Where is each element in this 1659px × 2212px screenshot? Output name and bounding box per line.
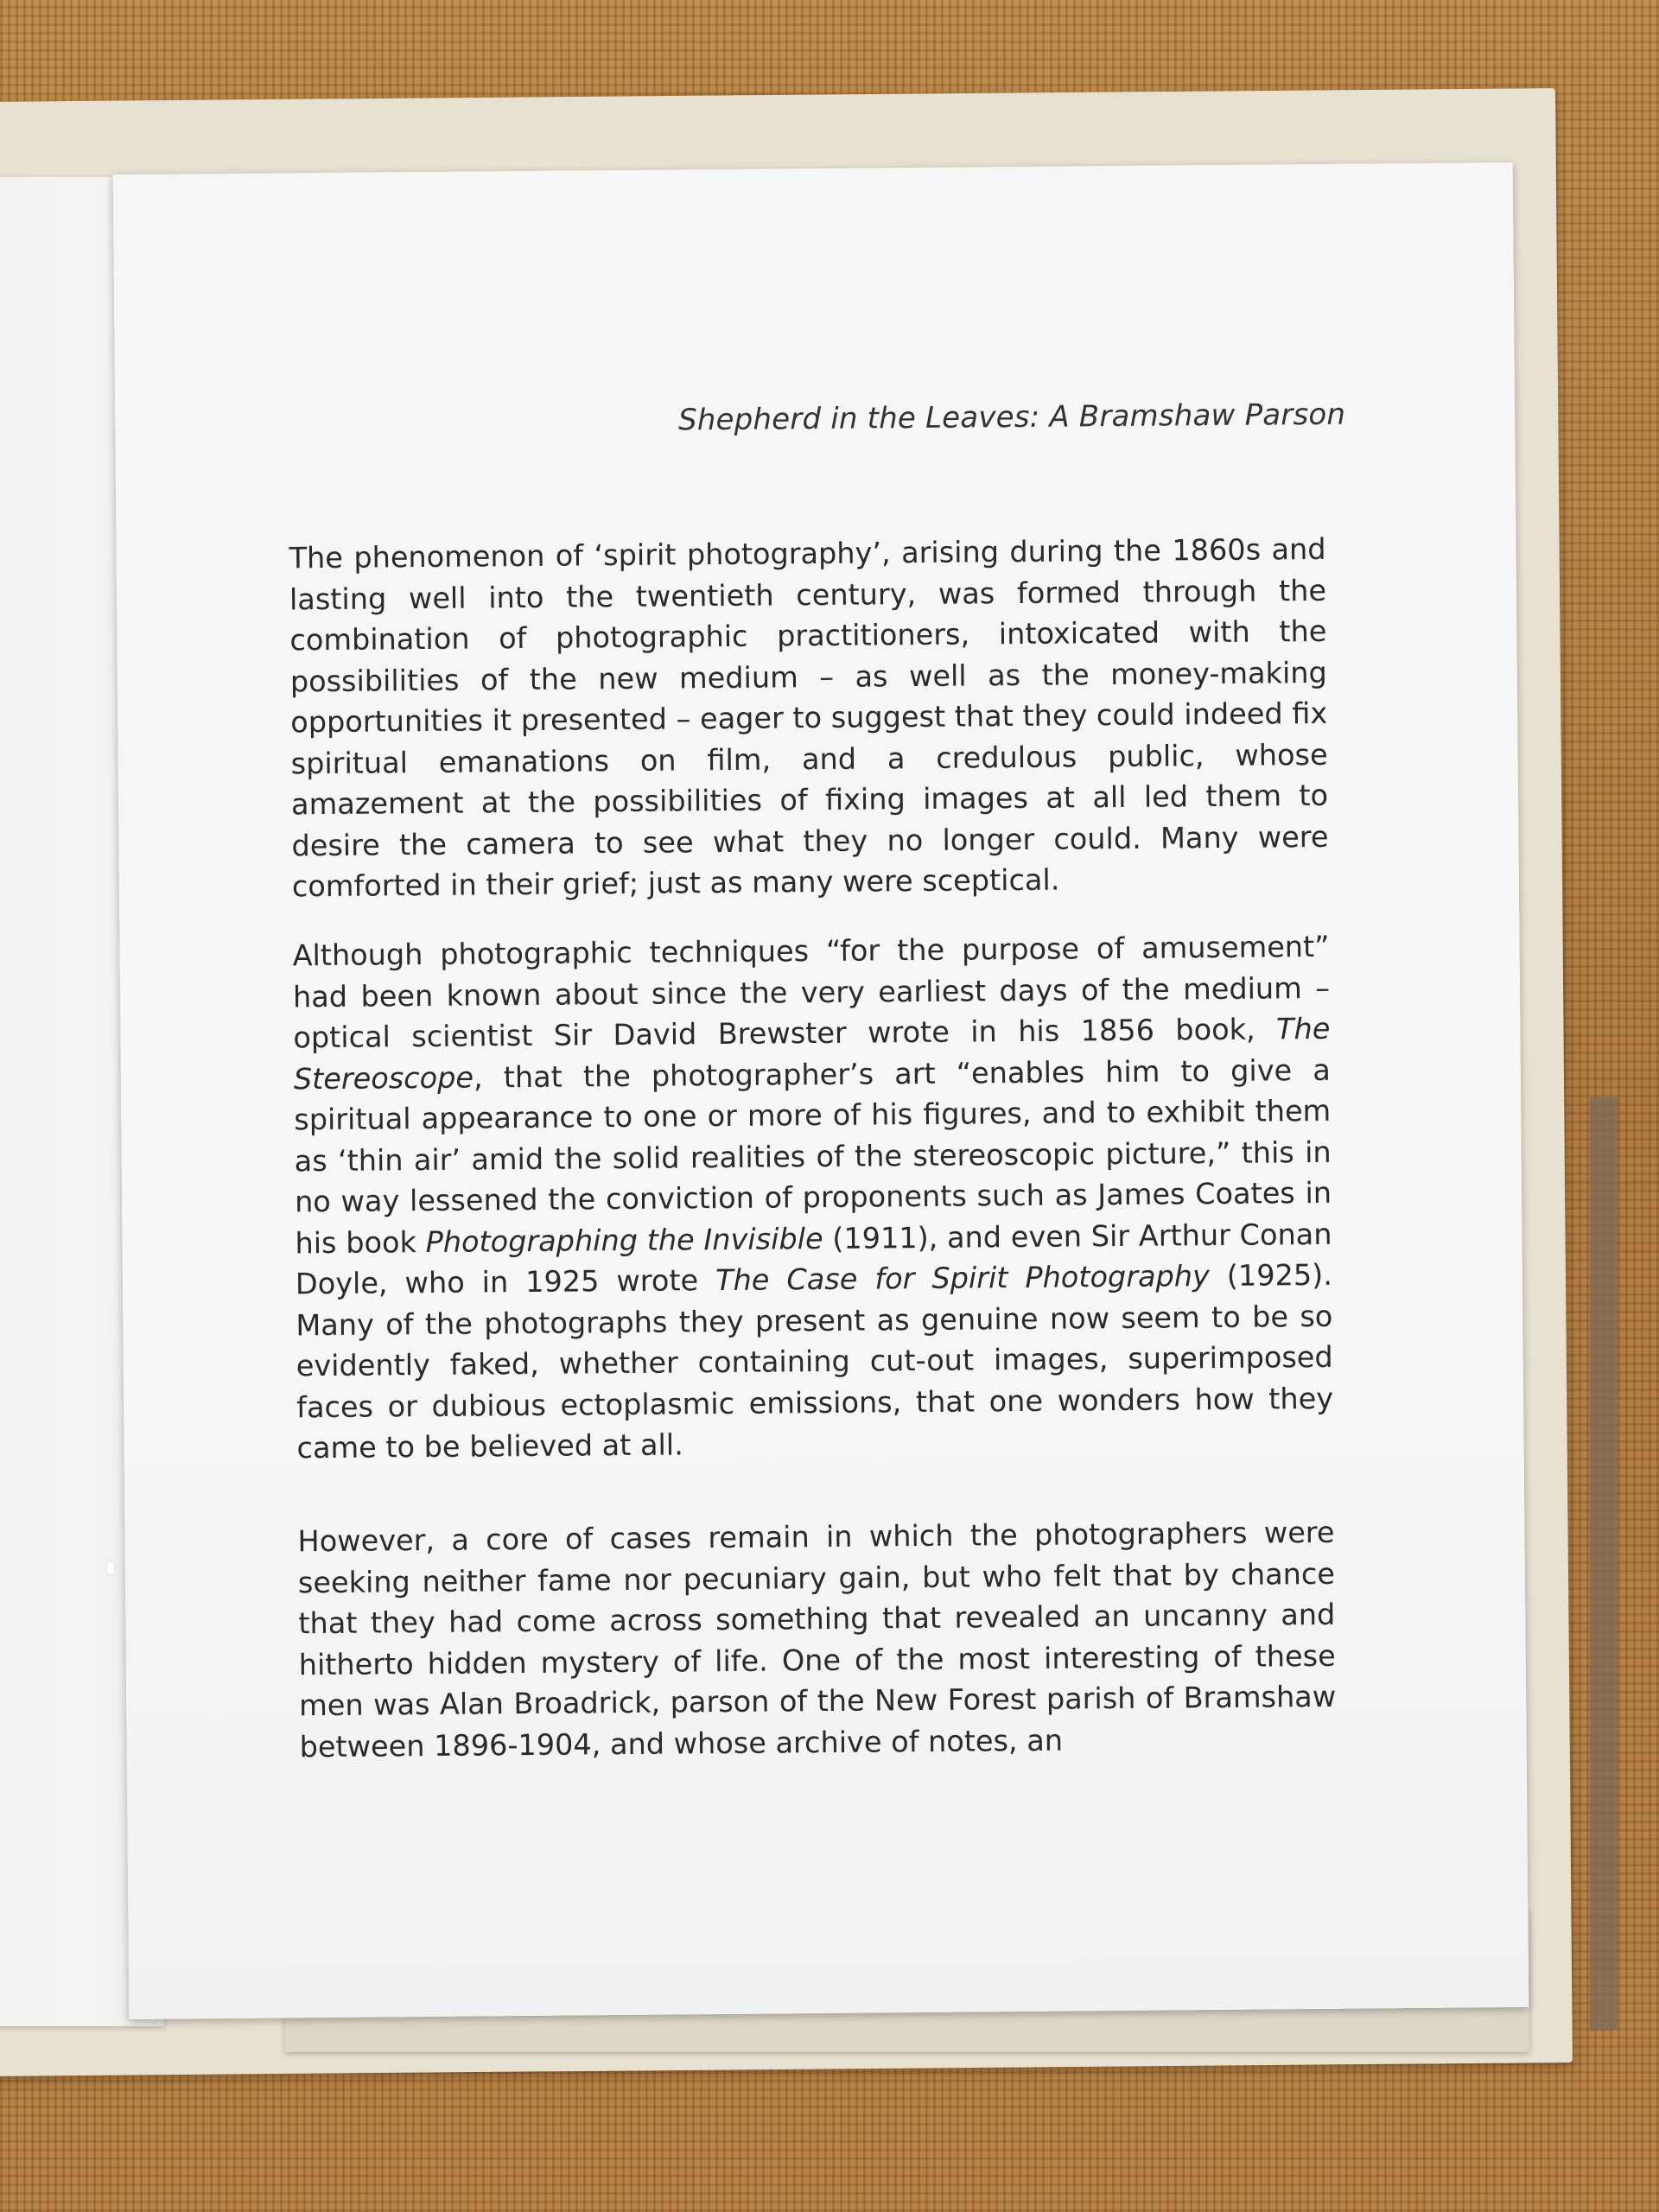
- paragraph: [292, 926, 1333, 1469]
- running-head: Shepherd in the Leaves: A Bramshaw Parson: [677, 397, 1346, 438]
- paragraph-text: (1925). Many of the photographs they present as genuine now seem to be so evidently faked, whether containing cut-out images, superimposed faces or dubious ectoplasmic emissions, that one wonders how they came to be believed at all.: [296, 1257, 1334, 1465]
- binding-stitch: [107, 1562, 114, 1574]
- booklet-page: [113, 162, 1529, 2019]
- book-title: The Case for Spirit Photography: [715, 1259, 1211, 1298]
- paragraph-text: Although photographic techniques “for the purpose of amusement” had been known about since the very earliest days of the medium – optical scientist Sir David Brewster wrote in his 1856 book,: [292, 929, 1331, 1055]
- paragraph-text: However, a core of cases remain in which the photographers were seeking neither fame nor pecuniary gain, but who felt that by chance that they had come across something that revealed an uncanny and hitherto hidden mystery of life. One of the most interesting of these men was Alan Broadrick, parson of the New Forest parish of Bramshaw between 1896-1904, and whose archive of notes, an: [297, 1515, 1337, 1764]
- backing-edge: [1590, 1097, 1618, 2031]
- paragraph: [289, 529, 1329, 907]
- paragraph-text: , that the photographer’s art “enables him to give a spiritual appearance to one or more of his figures, and to exhibit them as ‘thin air’ amid the solid realities of the stereoscopic picture,” this in no way lessened the conviction of proponents such as James Coates in his book: [294, 1052, 1332, 1260]
- book-title: Photographing the Invisible: [425, 1221, 823, 1259]
- paragraph: [297, 1512, 1336, 1767]
- book-title: The Stereoscope: [293, 1011, 1331, 1096]
- paragraph-text: The phenomenon of ‘spirit photography’, arising during the 1860s and lasting well into the twentieth century, was formed through the combination of photographic practitioners, intoxicated with the possibilities of the new medium – as well as the money-making opportunities it presented – eager to suggest that they could indeed fix spiritual emanations on film, and a credulous public, whose amazement at the possibilities of fixing images at all led them to desire the camera to see what they no longer could. Many were comforted in their grief; just as many were sceptical.: [289, 531, 1329, 904]
- paragraph-text: (1911), and even Sir Arthur Conan Doyle, who in 1925 wrote: [295, 1217, 1332, 1301]
